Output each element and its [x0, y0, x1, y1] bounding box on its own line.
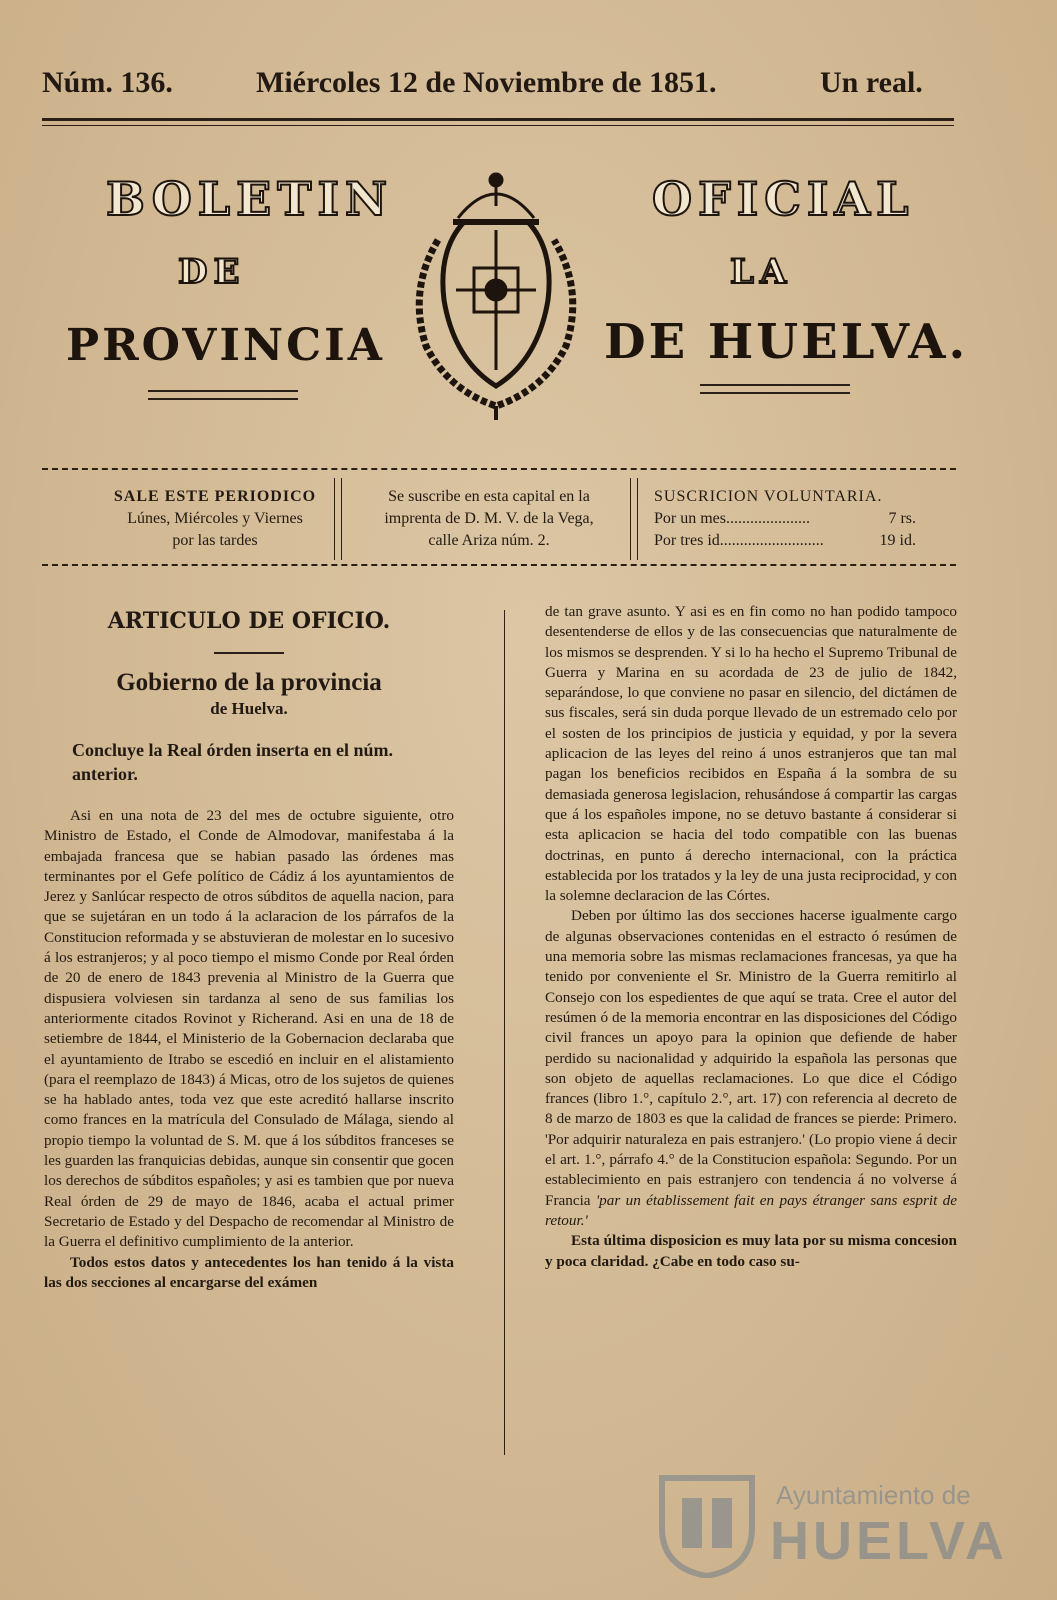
article-subheading: de Huelva.: [210, 699, 288, 718]
right-paragraph-2-text: Deben por último las dos secciones hacerse igualmente cargo de algunas observaciones contenidas en el estracto ó resúmen de una memoria sobre las mismas reclamaciones francesas, ya que ha tenido por conveniente el Sr. Ministro de la Guerra remitirlo al Consejo con los espedientes de que aquí se trata. Cree el autor del resúmen ó de la memoria encontrar en las disposiciones del Código civil frances un apoyo para la opinion que defiende de haber perdido su nacionalidad y adquirido la española las personas que son objeto de aquellas reclamaciones. Lo que dice el Código frances (libro 1.°, capítulo 2.°, art. 17) con referencia al decreto de 8 de marzo de 1803 es que la calidad de frances se pierde: Primero. 'Por adquirir naturaleza en pais estranjero.' (Lo propio viene á decir el art. 1.°, párrafo 4.° de la Constitucion española: Segundo. Por un establecimiento en pais estranjero con tendencia á no volverse á Francia: [545, 907, 957, 1209]
right-paragraph-2: [545, 906, 957, 1231]
price-row-three-months-value: 19 id.: [879, 532, 916, 549]
info-left-title: SALE ESTE PERIODICO: [113, 488, 317, 505]
right-paragraph-2-french-quote: 'par un établissement fait en pays étranger sans esprit de retour.': [545, 1191, 957, 1229]
header-rule-bottom: [42, 125, 954, 126]
title-word-la: LA: [730, 252, 793, 292]
issue-number: Núm. 136.: [42, 66, 173, 99]
section-divider: [214, 652, 284, 654]
info-rule-top: [42, 468, 956, 470]
info-rule-bottom: [42, 564, 956, 566]
info-subscription-prices: [654, 486, 922, 552]
section-title: ARTICULO DE OFICIO.: [107, 608, 391, 634]
info-subscribe-location: [356, 486, 622, 552]
article-intro: Concluye la Real órden inserta en el núm. anterior.: [72, 740, 393, 784]
price-row-three-months-label: Por tres id..........................: [654, 532, 824, 549]
title-word-de: DE: [178, 252, 246, 292]
title-word-huelva: DE HUELVA.: [604, 314, 969, 370]
info-publication-days: [88, 486, 342, 552]
masthead-line: [38, 60, 958, 104]
city-shield-icon: [652, 1468, 762, 1578]
info-left-line1: Lúnes, Miércoles y Viernes: [127, 510, 303, 527]
price-row-three-months: [654, 530, 922, 552]
subscription-info-box: [42, 468, 956, 570]
info-left-line2: por las tardes: [172, 532, 258, 549]
price-row-month: [654, 508, 922, 530]
price-row-month-value: 7 rs.: [888, 510, 916, 527]
flourish-right: [700, 384, 850, 394]
info-right-title: SUSCRICION VOLUNTARIA.: [654, 488, 883, 505]
title-word-oficial: OFICIAL: [652, 172, 915, 226]
title-word-provincia: PROVINCIA: [66, 320, 385, 371]
info-mid-line1: Se suscribe en esta capital en la: [388, 488, 590, 505]
archive-watermark: [652, 1468, 1008, 1578]
header-rule-top: [42, 118, 954, 121]
right-paragraph-1: de tan grave asunto. Y asi es en fin como no han podido tampoco desentenderse de ellos y de las consecuencias que naturalmente de los mismos se desprenden. Y si lo ha hecho el Supremo Tribunal de Guerra y Marina en su acordada de 23 de julio de 1842, separándose, lo que conviene no pasar en silencio, del dictámen de sus fiscales, será sin duda porque llevado de un estremado celo por el sosten de los principios de justicia y equidad, y por la severa aplicacion de las leyes del reino á unos estranjeros que tan mal pagan los beneficios recibidos en España á la sombra de su demasiada generosa legislacion, rehusándose á compartir las cargas que á los españoles impone, no se detuvo bastante á considerar si esta aplicacion se hacia del todo compatible con las buenas doctrinas, en punto á derecho internacional, con la práctica establecida por los tratados y la ley de una justa reciprocidad, y con la solemne declaracion de las Córtes.: [545, 603, 957, 905]
right-paragraph-3: Esta última disposicion es muy lata por su misma concesion y poca claridad. ¿Cabe en todo caso su-: [545, 1232, 957, 1270]
column-divider: [504, 610, 505, 1455]
left-paragraph-2: Todos estos datos y antecedentes los han tenido á la vista las dos secciones al encargarse del exámen: [44, 1253, 454, 1291]
royal-coat-of-arms-emblem: [398, 170, 594, 420]
info-separator-2: [630, 478, 638, 560]
title-word-boletin: BOLETIN: [106, 172, 394, 226]
issue-price: Un real.: [820, 66, 923, 99]
article-left-column: [44, 602, 454, 1293]
info-mid-line2: imprenta de D. M. V. de la Vega,: [384, 510, 594, 527]
watermark-line1: Ayuntamiento de: [776, 1480, 971, 1510]
issue-date: Miércoles 12 de Noviembre de 1851.: [256, 66, 717, 99]
info-separator-1: [334, 478, 342, 560]
info-mid-line3: calle Ariza núm. 2.: [428, 532, 550, 549]
article-right-column: [545, 602, 957, 1272]
watermark-line2: HUELVA: [770, 1511, 1008, 1571]
price-row-month-label: Por un mes.....................: [654, 510, 810, 527]
left-paragraph-1: Asi en una nota de 23 del mes de octubre siguiente, otro Ministro de Estado, el Conde de Almodovar, manifestaba á la embajada francesa que se habian pasado las órdenes mas terminantes por el Gefe político de Cádiz á los ayuntamientos de Jerez y Sanlúcar respecto de otros súbditos de aquella nacion, para que se sujetáran en un todo á la aclaracion de los párrafos de la Constitucion reformada y se abstuvieran de molestar en lo sucesivo á los estranjeros; y al poco tiempo el mismo Conde por Real órden de 20 de enero de 1843 prevenia al Ministro de la Guerra que dispusiera volviesen sin tardanza al seno de sus familias los anteriormente citados Rovinot y Richerand. Asi en una de 18 de setiembre de 1844, el Ministerio de la Gobernacion declaraba que el ayuntamiento de Itrabo se escedió en incluir en el alistamiento (para el reemplazo de 1843) á Micas, otro de los sujetos de quienes se ha hablado antes, toda vez que este acreditó hallarse inscrito como frances en la matrícula del Consulado de Málaga, siendo al propio tiempo la voluntad de S. M. que á los súbditos franceses se les guarden las franquicias debidas, aunque sin consentir que gocen los derechos de súbditos españoles; y asi es tambien que por nueva Real órden de 29 de mayo de 1846, acaba el actual primer Secretario de Estado y del Despacho de recomendar al Ministro de la Guerra el definitivo cumplimiento de la anterior.: [44, 807, 454, 1251]
article-heading: Gobierno de la provincia: [116, 669, 382, 696]
flourish-left: [148, 390, 298, 400]
